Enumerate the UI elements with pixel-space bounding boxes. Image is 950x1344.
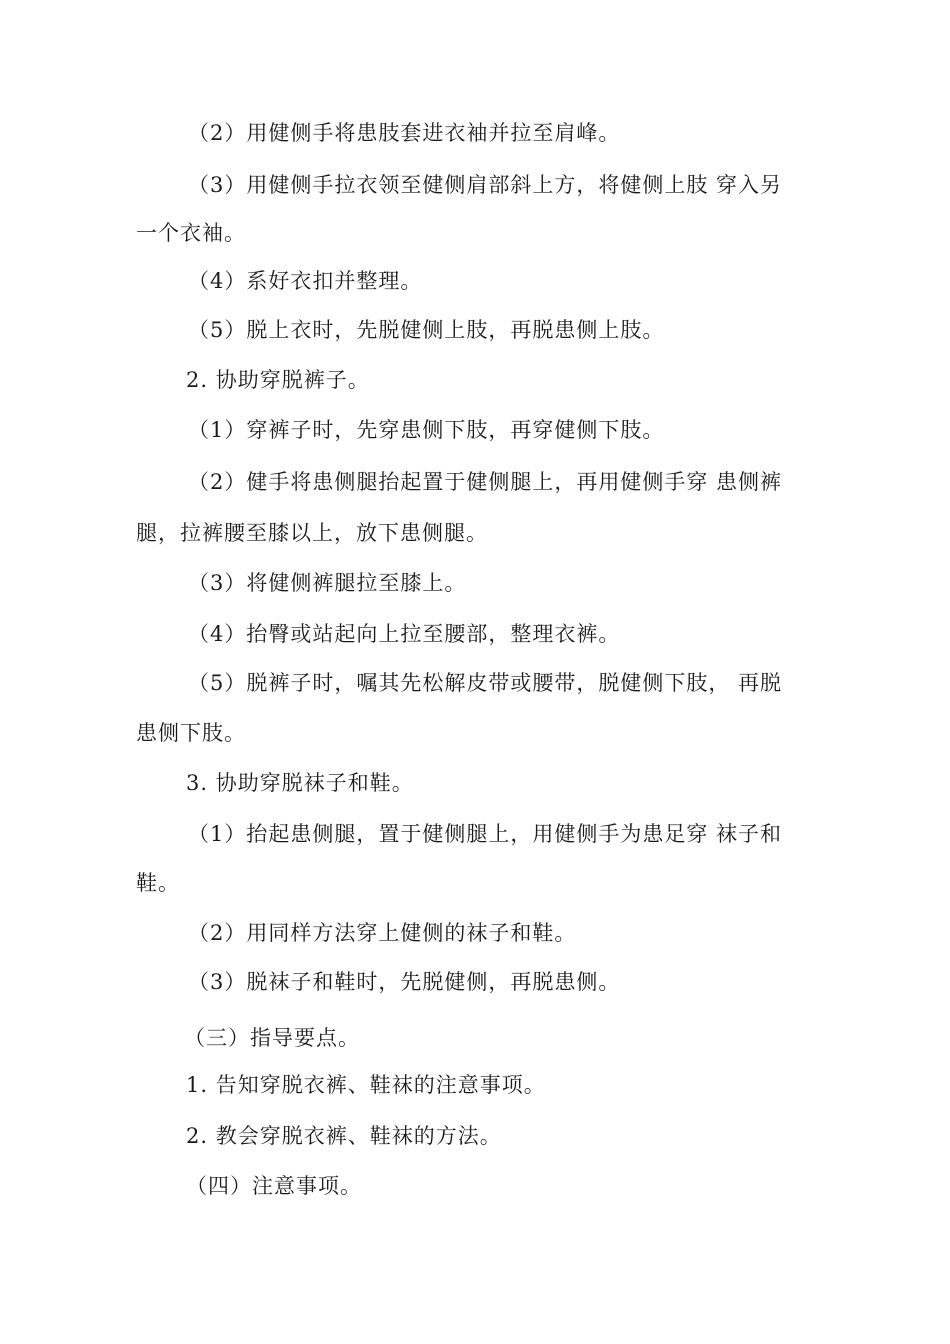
text-line: 2. 协助穿脱裤子。 (186, 368, 370, 392)
text-line: （4）抬臀或站起向上拉至腰部，整理衣裤。 (188, 622, 621, 646)
text-line: 腿，拉裤腰至膝以上，放下患侧腿。 (136, 521, 488, 545)
text-line: 2. 教会穿脱衣裤、鞋袜的方法。 (186, 1124, 502, 1148)
text-line: 3. 协助穿脱袜子和鞋。 (186, 771, 414, 795)
text-line: （3）用健侧手拉衣领至健侧肩部斜上方，将健侧上肢 穿入另 (188, 173, 783, 197)
text-line: （2）用健侧手将患肢套进衣袖并拉至肩峰。 (188, 121, 621, 145)
text-line: （三）指导要点。 (184, 1026, 360, 1050)
text-line: （4）系好衣扣并整理。 (188, 269, 423, 293)
text-line: （5）脱上衣时，先脱健侧上肢，再脱患侧上肢。 (188, 318, 665, 342)
text-line: （1）穿裤子时，先穿患侧下肢，再穿健侧下肢。 (188, 418, 665, 442)
text-line: （1）抬起患侧腿，置于健侧腿上，用健侧手为患足穿 袜子和 (188, 822, 783, 846)
text-line: （3）脱袜子和鞋时，先脱健侧，再脱患侧。 (188, 970, 621, 994)
text-line: （2）健手将患侧腿抬起置于健侧腿上，再用健侧手穿 患侧裤 (188, 470, 783, 494)
text-line: （5）脱裤子时，嘱其先松解皮带或腰带，脱健侧下肢， 再脱 (188, 671, 783, 695)
text-line: 一个衣袖。 (136, 221, 246, 245)
text-line: 鞋。 (136, 871, 180, 895)
text-line: （四）注意事项。 (186, 1174, 362, 1198)
text-line: （2）用同样方法穿上健侧的袜子和鞋。 (188, 921, 577, 945)
text-line: 1. 告知穿脱衣裤、鞋袜的注意事项。 (186, 1073, 546, 1097)
text-line: （3）将健侧裤腿拉至膝上。 (188, 571, 467, 595)
text-line: 患侧下肢。 (136, 721, 246, 745)
